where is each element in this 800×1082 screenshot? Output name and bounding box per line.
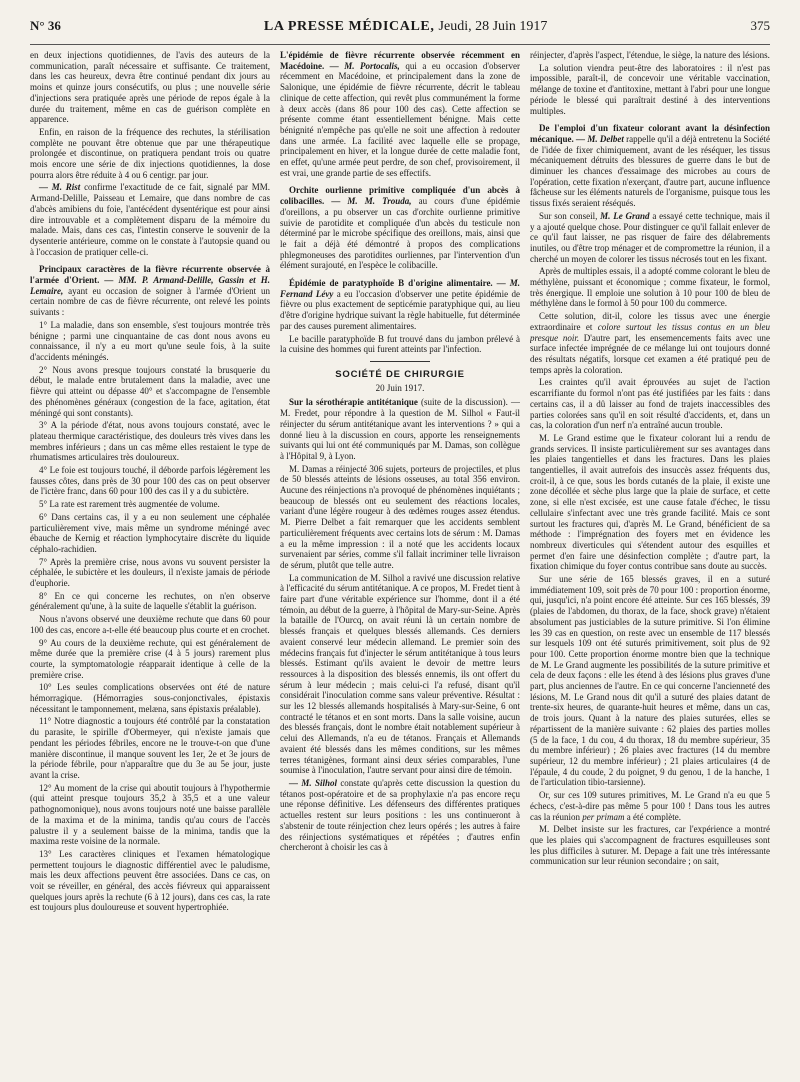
paragraph [280, 278, 520, 332]
list-item: 8° En ce qui concerne les rechutes, on n'en observe généralement qu'une, à la suite de laquelle s'établit la guérison. [30, 590, 270, 612]
article-columns [30, 50, 770, 1075]
paragraph: Après de multiples essais, il a adopté comme colorant le bleu de méthylène, puissant et économique ; comme fixateur, le formol, très énergique. Il emploie une solution à 10 pour 100 de bleu de méthylène dans le formol à 50 pour 100 du commerce. [530, 266, 770, 309]
issue-number: N° 36 [30, 18, 61, 33]
list-item: 3° A la période d'état, nous avons toujours constaté, avec le plateau thermique caractéristique, des douleurs très vives dans les membres inférieurs ; dans un cas même elles restaient le type de rhumatismes articulaires très douloureux. [30, 420, 270, 463]
communication-title: De l'emploi d'un fixateur colorant avant la désinfection mécanique. [530, 123, 770, 144]
paragraph-text: a été complète. [624, 811, 681, 822]
paragraph: La communication de M. Silhol a ravivé une discussion relative à l'efficacité du sérum antitétanique. A ce propos, M. Fredet tient à faire part d'une véritable expérience sur l'homme, dont il a été témoin, au début de la guerre, à l'hôpital de Mary-sur-Seine. Après la bataille de l'Ourcq, on avait réuni là un certain nombre de blessés français et quelques blessés allemands. Ces derniers avaient conservé leur médecin allemand. Le premier soin des médecins français fut d'injecter le sérum antitétanique à tous leurs blessés. Estimant qu'ils avaient le devoir de mettre leurs ressources à la disposition des blessés ennemis, ils ont offert du sérum à leur médecin ; mais celui-ci l'a refusé, disant qu'il considérait l'inoculation comme sans valeur préventive. Résultat : sur les 12 blessés allemands hospitalisés à Mary-sur-Seine, 6 ont contracté le tétanos et en sont morts. Dans la salle voisine, aucun des blessés français, dont le nombre était notablement supérieur à celui des Allemands, n'a eu de tétanos. Français et Allemands avaient été blessés dans les mêmes conditions, sur les mêmes terres tétanigènes, formant ainsi deux séries comparables, l'une soumise à l'inoculation, l'autre servant pour ainsi dire de témoin. [280, 572, 520, 776]
paragraph-text: Cette solution, dit-il, colore les tissus avec une énergie extraordinaire et [530, 311, 770, 332]
paragraph [30, 264, 270, 318]
paragraph [530, 790, 770, 822]
paragraph: Les craintes qu'il avait éprouvées au sujet de l'action escarrifiante du formol n'ont pas été justifiées par les faits : dans certains cas, il a dû laisser au fond de trajets inaccessibles des parties colorées sans qu'il en soit résulté d'accidents, et, dans un cas, la coloration d'un nerf n'a entraîné aucun trouble. [530, 377, 770, 431]
column-right [530, 50, 770, 1075]
paragraph: Le bacille paratyphoïde B fut trouvé dans du jambon prélevé à la cuisine des hommes qui furent atteints par l'infection. [280, 333, 520, 355]
journal-title: LA PRESSE MÉDICALE, [263, 19, 435, 34]
issue-date: Jeudi, 28 Juin 1917 [438, 19, 548, 34]
list-item: 10° Les seules complications observées ont été de nature hémorragique. (Hémorragies sous-conjonctivales, épistaxis nécessitant le tamponnement, melæna, sans épistaxis préalable). [30, 682, 270, 714]
paragraph-text: a essayé cette technique, mais il y a ajouté quelque chose. Pour distinguer ce qu'il fallait enlever de ce qu'il faut laisser, ne pas risquer de faire des délabrements inutiles, ou d'être trop ménager et de compromettre la réunion, il a cherché un moyen de colorer les tissus nécrosés tout en les fixant. [530, 210, 770, 264]
section-divider [370, 361, 430, 362]
list-item: 12° Au moment de la crise qui aboutit toujours à l'hypothermie (qui atteint presque toujours 35,2 à 35,5 et a une valeur pathognomonique), nous avons toujours noté une baisse parallèle de la maxima et de la minima, tandis qu'au cours de l'accès palustre il y a seulement baisse de la minima, tandis que la maxima reste voisine de la normale. [30, 782, 270, 847]
list-item: 2° Nous avons presque toujours constaté la brusquerie du début, le malade entre brutalement dans la maladie, avec une fièvre qui atteint ou dépasse 40° et s'accompagne de l'ensemble des phénomènes généraux (congestion de la face, agitation, état méningé qui sont constants). [30, 364, 270, 418]
paragraph [280, 778, 520, 853]
paragraph: La solution viendra peut-être des laboratoires : il n'est pas impossible, paraît-il, de concevoir une véritable vaccination, mélange de toxine et d'antitoxine, mettant à l'abri pour une longue période le blessé qui paraîtrait destiné à des interventions multiples. [530, 62, 770, 116]
column-left [30, 50, 270, 1075]
communication-title: Principaux caractères de la fièvre récurrente observée à l'armée d'Orient. [30, 264, 270, 286]
paragraph-text: Or, sur ces 109 sutures primitives, M. Le Grand n'a eu que 5 échecs, c'est-à-dire pas même 5 pour 100 ! Dans tous les autres cas la réunion [530, 790, 770, 822]
paragraph: M. Le Grand estime que le fixateur colorant lui a rendu de grands services. Il insiste particulièrement sur ses avantages dans les plaies tangentielles et dans les fractures. Dans les plaies tangentielles, il avait autrefois des insuccès assez fréquents dus, croit-il, à ce que, sous les bords cutanés de la plaie, il existe une zone décollée et sèche plus large que la plaie de surface, et cette zone, si elle n'est excisée, est une cause fatale d'échec, le tissu cellulaire s'infectant avec une très grande facilité. Mais ce sont surtout les fractures qui, d'après M. Le Grand, bénéficient de sa méthode : l'imprégnation des foyers met en évidence les nombreux diverticules qui s'étendent autour des esquilles et permet d'en faire une désinfection complète ; d'autre part, la fixation chimique du foyer contus contribue sans doute au succès. [530, 432, 770, 572]
author-name: — M. Delbet [573, 133, 624, 144]
column-middle [280, 50, 520, 1075]
list-item: 5° La rate est rarement très augmentée de volume. [39, 499, 220, 510]
emphasis-text: colore surtout les tissus contus en un bleu presque noir. [530, 321, 770, 343]
paragraph-text: au cours d'une épidémie d'oreillons, a pu observer un cas d'orchite ourlienne primitive suivie de parotidite et compliquée d'un abcès du testicule non déterminé par le microbe spécifique des oreillons, mais, ainsi que le fait a déjà été démontré à propos des complications phlegmoneuses des parotidites ourliennes, par l'intervention d'un élément surajouté, en l'espèce le colibacille. [280, 196, 520, 271]
author-name: M. Le Grand [600, 210, 650, 221]
emphasis-text: per primam [582, 811, 625, 822]
list-item: 6° Dans certains cas, il y a eu non seulement une céphalée particulièrement vive, mais même un syndrome méningé avec ébauche de Kernig et réaction lymphocytaire discrète du liquide céphalo-rachidien. [30, 511, 270, 554]
page-number: 375 [750, 18, 770, 33]
paragraph-text: ayant eu occasion de soigner à l'armée d'Orient un certain nombre de cas de fièvre récurrente, ont relevé les points suivants : [30, 285, 270, 318]
communication-title: Épidémie de paratyphoïde B d'origine alimentaire. [289, 278, 493, 289]
paragraph-text: D'autre part, les ensemencements faits avec une surface infectée imprégnée de ce mélange lui ont toujours donné des résultats négatifs, lorsque cet examen a été pratiqué peu de temps après la coloration. [530, 332, 770, 375]
communication-title: Sur la sérothérapie antitétanique [289, 397, 418, 408]
list-item: 9° Au cours de la deuxième rechute, qui est généralement de même durée que la première crise (4 à 5 jours) rarement plus courte, la symptomatologie réapparait identique à celle de la première crise. [30, 637, 270, 680]
paragraph [30, 182, 270, 257]
paragraph: M. Damas a réinjecté 306 sujets, porteurs de projectiles, et plus de 50 blessés atteints de lésions osseuses, au total 356 environ. Aucune des réinjections n'a provoqué de phénomènes inquiétants ; beaucoup de blessés ont eu seulement des réactions locales, variant d'une légère rougeur à des œdèmes rouges assez étendus. M. Pierre Delbet a fait remarquer que les accidents semblent particulièrement fréquents avec certains lots de sérum : M. Damas a eu la même impression : il a noté que les accidents locaux survenaient par séries, comme s'il fallait incriminer telle livraison de sérum, plutôt que telle autre. [280, 463, 520, 570]
author-name: — MM. P. Armand-Delille, Gassin et H. Lemaire, [30, 275, 270, 296]
paragraph: M. Delbet insiste sur les fractures, car l'expérience a montré que les plaies qui s'accompagnent de fractures esquilleuses sont les plus difficiles à suturer. M. Depage a fait une très intéressante communication sur leur réunion secondaire ; on sait, [530, 824, 770, 867]
author-name: — M. Rist [39, 182, 81, 193]
list-item: 11° Notre diagnostic a toujours été contrôlé par la constatation du parasite, le spirille d'Obermeyer, qui n'existe jamais que pendant les périodes fébriles, encore ne le trouve-t-on que d'une manière discontinue, il manque souvent les 1er, 2e et 3e jours de la période fébrile, pour n'apparaître que du 3e au 5e jour, juste avant la crise. [30, 716, 270, 780]
author-name: — M. Portocalis, [324, 60, 400, 71]
paragraph: Nous n'avons observé une deuxième rechute que dans 60 pour 100 des cas, encore a-t-elle été beaucoup plus courte et en crochet. [30, 614, 270, 635]
paragraph [280, 185, 520, 271]
paragraph-text: confirme l'exactitude de ce fait, signalé par MM. Armand-Delille, Paisseau et Lemaire, que dans nombre de cas d'abcès amibiens du foie, l'antécédent dysentérique est pour ainsi dire introuvable et a complètement disparu de la mémoire du malade. Mais, dans ces cas, l'intestin conserve le souvenir de la dysenterie antérieure, comme on le constate à l'autopsie quand ou à l'occasion de pratiquer celle-ci. [30, 182, 270, 257]
list-item: 13° Les caractères cliniques et l'examen hématologique permettent toujours le diagnostic différentiel avec le paludisme, mais les deux affections peuvent être associées. Dans ce cas, on voit se réveiller, en général, des accès fiévreux qui apparaissent quelques jours après la rechute (6 à 12 jours), dans ces cas, la rate est toujours plus douloureuse et souvent hypertrophiée. [30, 848, 270, 913]
list-item: 4° Le foie est toujours touché, il déborde parfois légèrement les fausses côtes, dans près de 30 pour 100 des cas on peut observer de l'ictère franc, dans 60 pour 100 des cas il y a du subictère. [30, 465, 270, 497]
list-item: 7° Après la première crise, nous avons vu souvent persister la céphalée, le subictère et les douleurs, il n'existe jamais de période d'euphorie. [30, 556, 270, 589]
paragraph: Enfin, en raison de la fréquence des rechutes, la stérilisation complète ne pouvant être obtenue que par une thérapeutique prolongée et discontinue, on pratiquera pendant trois ou quatre mois encore une série de dix injections quotidiennes, la dose pourra alors être réduite à 4 ou 6 centigr. par jour. [30, 126, 270, 180]
author-name: — M. M. Trouda, [324, 196, 412, 207]
paragraph: réinjecter, d'après l'aspect, l'étendue, le siège, la nature des lésions. [530, 50, 770, 60]
paragraph [530, 211, 770, 265]
author-name: — M. Fernand Lévy [280, 278, 520, 299]
journal-title-line [264, 19, 548, 35]
section-date: 20 Juin 1917. [375, 382, 425, 393]
communication-title: L'épidémie de fièvre récurrente observée récemment en Macédoine. [280, 50, 520, 71]
paragraph [530, 123, 770, 209]
author-name: — M. Silhol [289, 778, 337, 788]
paragraph [530, 311, 770, 375]
communication-title: Orchite ourlienne primitive compliquée d'un abcès à colibacilles. [280, 185, 520, 207]
paragraph-text: a eu l'occasion d'observer une petite épidémie de fièvre ou plus exactement de septicémie paratyphique qui, au lieu d'être d'origine hydrique suivant la règle habituelle, fut déterminée par des causes purement alimentaires. [280, 288, 520, 331]
paragraph-text: rappelle qu'il a déjà entretenu la Société de l'idée de fixer chimiquement, avant de les réséquer, les tissus mécaniquement détruits des blessures de guerre dans le but de diminuer les chances d'essaimage des microbes au cours de l'opération, cette fixation n'exerçant, d'autre part, aucune influence fâcheuse sur les éléments naturels de l'organisme, puisque tous les tissus fixés seraient réséqués. [530, 133, 770, 209]
paragraph-text: (suite de la discussion). — M. Fredet, pour répondre à la question de M. Silhol « Faut-il réinjecter du sérum antitétanique avant les interventions ? » qui a donné lieu à la discussion en cours, apporte les renseignements suivants qui lui ont été communiqués par M. Damas, son collègue à l'Hôpital 9, à Lyon. [280, 397, 520, 461]
paragraph: Sur une série de 165 blessés graves, il en a suturé immédiatement 109, soit près de 70 pour 100 : proportion énorme, qui, jusqu'ici, n'a point encore été atteinte. Sur ces 165 blessés, 39 (plaies de l'abdomen, du thorax, de la face, shock grave) n'étaient absolument pas justiciables de la suture primitive. Si l'on élimine les 39 cas en question, on reste avec un ensemble de 117 blessés sur lesquels 109 ont été suturés primitivement, soit plus de 92 pour 100. Cette proportion énorme montre bien que la technique de M. Le Grand augmente les possibilités de la suture primitive et cela de deux façons : elle les étend à des lésions plus graves d'une part, plus anciennes de l'autre. En ce qui concerne l'ancienneté des lésions, M. Le Grand nous dit qu'il a suturé des plaies datant de trente-six heures, de quarante-huit heures et même, dans un cas, de trois jours. Quant à la nature des plaies suturées, elles se répartissent de la manière suivante : 62 plaies des parties molles (5 de la face, 1 du cou, 4 du thorax, 18 du membre supérieur, 35 du membre inférieur) ; 26 plaies avec fractures (14 du membre supérieur, 12 du membre inférieur) ; 21 plaies articulaires (4 de l'épaule, 4 du coude, 2 du poignet, 9 du genou, 1 de la hanche, 1 de l'articulation tibio-tarsienne). [530, 574, 770, 788]
paragraph-text: Sur son conseil, [539, 210, 601, 221]
section-title: SOCIÉTÉ DE CHIRURGIE [335, 368, 465, 380]
list-item: 1° La maladie, dans son ensemble, s'est toujours montrée très bénigne ; parmi une cinquantaine de cas dont nous avons eu connaissance, il n'y a eu mort qu'une seule fois, à la suite d'accidents méningés. [30, 319, 270, 362]
paragraph: en deux injections quotidiennes, de l'avis des auteurs de la communication, paraît nécessaire et suffisante. Ce traitement, dans les cas heureux, devra être continué pendant dix jours au moins et quinze jours consécutifs, ou plus ; une nouvelle série d'injections sera pratiquée après une période de repos égale à la durée du traitement, même en cas de guérison complète en apparence. [30, 50, 270, 125]
page-header [30, 18, 770, 45]
paragraph-text: qui a eu occasion d'observer récemment en Macédoine, et principalement dans la zone de Salonique, une épidémie de fièvre récurrente, décrit le tableau clinique de cette affection, qui revêt plus communément la forme à deux accès (dans 86 pour 100 des cas). Cette affection se présente comme étant essentiellement bénigne. Mais cette bénignité n'empêche pas qu'elle ne soit une affection à redouter dans une armée. La facilité avec laquelle elle se propage, principalement en hiver, et la longue durée de cette maladie font, en effet, qu'une armée peut perdre, de son chef, provisoirement, il est vrai, une grande partie de ses effectifs. [280, 60, 520, 178]
paragraph-text: constate qu'après cette discussion la question du tétanos post-opératoire et de sa prophylaxie n'a pas encore reçu une réponse définitive. Les défenseurs des différentes pratiques actuelles restent sur leurs positions : les uns continueront à s'abstenir de toute réinjection chez leurs opérés ; les autres à faire des réinjections systématiques et répétées ; d'autres enfin chercheront à choisir les cas à [280, 778, 520, 853]
paragraph [280, 397, 520, 461]
paragraph [280, 50, 520, 178]
